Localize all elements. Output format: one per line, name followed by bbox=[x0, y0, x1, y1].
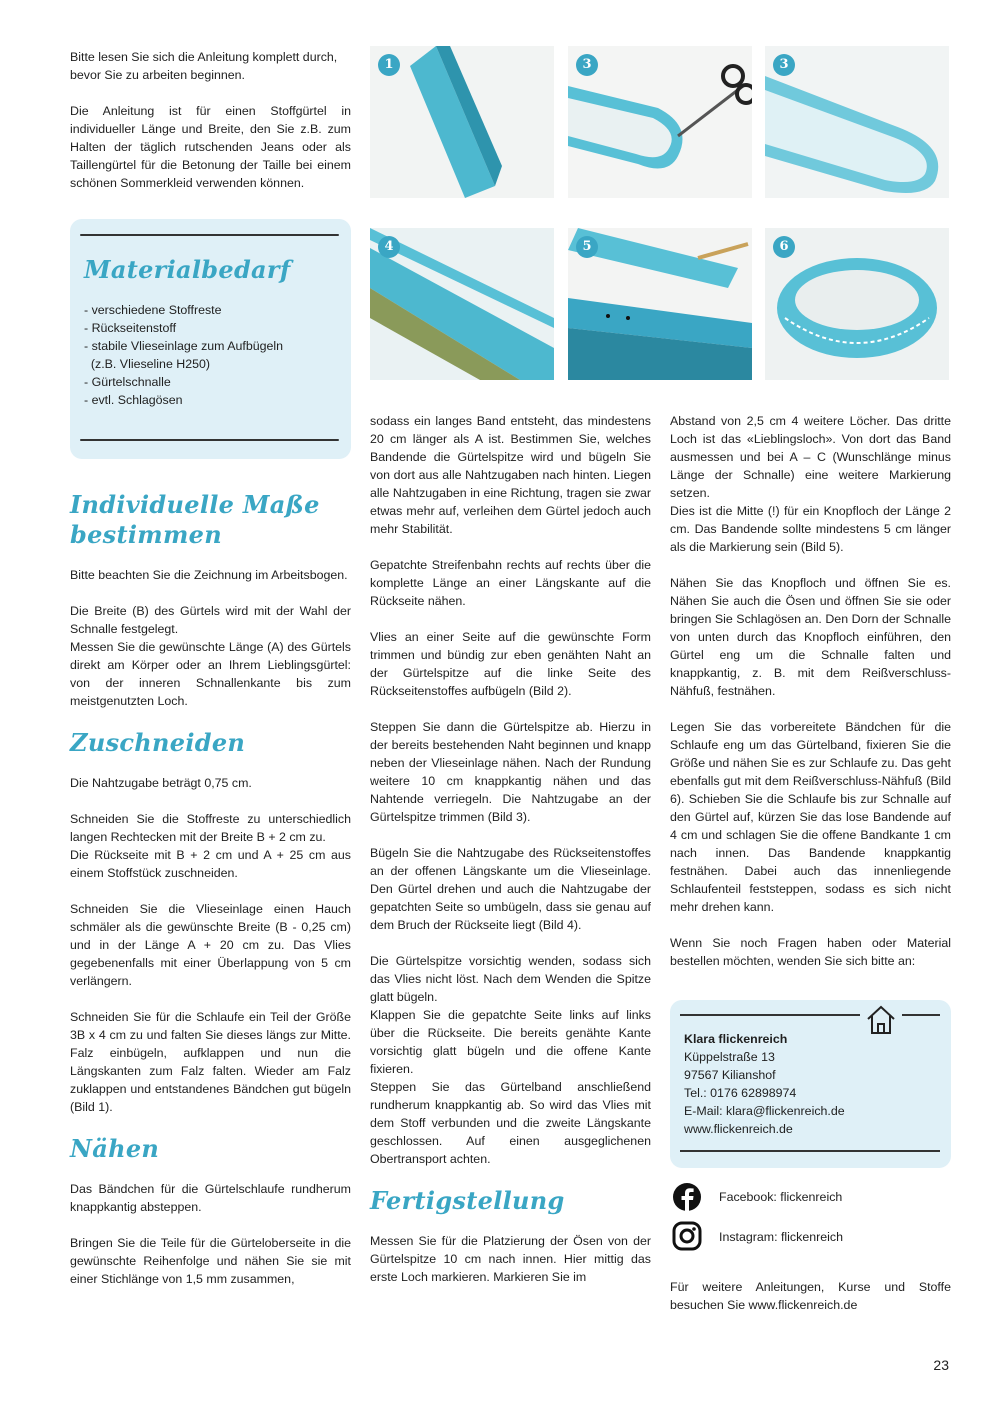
material-item: - Rückseitenstoff bbox=[84, 321, 177, 335]
col3-paragraph-4: Legen Sie das vorbereitete Bändchen für die Schlaufe eng um das Gürtelband, fixieren Sie die Größe und nähen Sie es zur Schlaufe zu. Das geht ebenfalls gut mit dem Reißverschluss-Nähfuß (Bild 6). Schieben Sie die Schlaufe bis zur Schnalle auf den Gürtel auf, kürzen Sie das lose Bandende auf 4 cm und schlagen Sie die offene Bandkante 1 cm nach innen. Das Bandende knappkantig festnähen. Dabei auch das innenliegende Schlaufenteil feststeppen, sodass es sich nicht mehr drehen kann. bbox=[670, 720, 951, 914]
column-1 bbox=[70, 490, 351, 1306]
contact-divider-top bbox=[680, 1014, 860, 1016]
footer-text-block bbox=[670, 1278, 951, 1332]
material-item: (z.B. Vlieseline H250) bbox=[84, 357, 211, 371]
page-number: 23 bbox=[933, 1357, 949, 1373]
col2-paragraph-1: sodass ein langes Band entsteht, das mindestens 20 cm länger als A ist. Bestimmen Sie, welches Bandende die Gürtelspitze wird und bügeln Sie von dort aus alle Nahtzugaben nach hinten. Liegen alle Nahtzugaben in eine Richtung, tragen sie zwar etwas mehr auf, verleihen dem Gürtel jedoch auch mehr Stabilität. bbox=[370, 414, 651, 536]
material-item: - stabile Vlieseinlage zum Aufbügeln bbox=[84, 339, 284, 353]
col2-paragraph-5: Bügeln Sie die Nahtzugabe des Rückseitenstoffes an der offenen Längskante um die Vlieseinlage. Den Gürtel drehen und auch die Nahtzugabe der gepatchten Seite so umbügeln, dass sie genau auf dem Bruch der Rückseite liegt (Bild 4). bbox=[370, 846, 651, 932]
photo-number: 3 bbox=[576, 54, 598, 76]
photo-3b bbox=[765, 46, 949, 198]
photo-1 bbox=[370, 46, 554, 198]
photo-5 bbox=[568, 228, 752, 380]
col3-paragraph-3: Nähen Sie das Knopfloch und öffnen Sie es. Nähen Sie auch die Ösen und öffnen Sie sie oder bringen Sie Schlagösen an. Den Dorn der Schnalle von unten durch das Knopfloch einführen, den Gürtel eng um die Schnalle falten und knappkantig, z. B. mit dem Reißverschluss-Nähfuß, festnähen. bbox=[670, 576, 951, 698]
contact-city: 97567 Kilianshof bbox=[684, 1068, 776, 1082]
zuschneiden-paragraph-1: Die Nahtzugabe beträgt 0,75 cm. bbox=[70, 776, 252, 790]
material-list bbox=[84, 301, 283, 409]
zuschneiden-paragraph-2: Schneiden Sie die Stoffreste zu unterschiedlich langen Rechtecken mit der Breite B + 2 cm zu. bbox=[70, 812, 351, 844]
zuschneiden-paragraph-4: Schneiden Sie die Vlieseinlage einen Hauch schmäler als die gewünschte Breite (B - 0,25 cm) und in der Länge A + 20 cm zu. Das Vlies gegebenenfalls mit einer Überlappung von 5 cm verlängern. bbox=[70, 902, 351, 988]
material-item: - evtl. Schlagösen bbox=[84, 393, 183, 407]
material-item: - Gürtelschnalle bbox=[84, 375, 171, 389]
contact-website: www.flickenreich.de bbox=[684, 1122, 793, 1136]
column-3 bbox=[670, 412, 951, 988]
section-title-zuschneiden: Zuschneiden bbox=[70, 728, 246, 757]
facebook-label: Facebook: flickenreich bbox=[719, 1190, 843, 1204]
box-divider-top bbox=[80, 234, 339, 236]
section-title-masse: Individuelle Maße bestimmen bbox=[70, 490, 320, 549]
intro-paragraph-2: Die Anleitung ist für einen Stoffgürtel in individueller Länge und Breite, den Sie z.B. zum Halten der täglich rutschenden Jeans oder als Taillengürtel für die Betonung der Taille bei einem schönen Sommerkleid verwenden können. bbox=[70, 104, 351, 190]
contact-phone: Tel.: 0176 62898974 bbox=[684, 1086, 797, 1100]
section-title-fertigstellung: Fertigstellung bbox=[370, 1186, 565, 1215]
contact-email: E-Mail: klara@flickenreich.de bbox=[684, 1104, 845, 1118]
house-icon bbox=[864, 1002, 898, 1036]
instagram-label: Instagram: flickenreich bbox=[719, 1230, 843, 1244]
contact-divider-bottom bbox=[680, 1150, 940, 1152]
zuschneiden-paragraph-3: Die Rückseite mit B + 2 cm und A + 25 cm aus einem Stoffstück zuschneiden. bbox=[70, 848, 351, 880]
naehen-paragraph-1: Das Bändchen für die Gürtelschlaufe rundherum knappkantig absteppen. bbox=[70, 1182, 351, 1214]
section-title-naehen: Nähen bbox=[70, 1134, 160, 1163]
material-box bbox=[70, 219, 351, 459]
masse-paragraph-3: Messen Sie die gewünschte Länge (A) des Gürtels direkt am Körper oder an Ihrem Lieblingsgürtel: von der inneren Schnallenkante bis zum meistgenutzten Loch. bbox=[70, 640, 351, 708]
masse-paragraph-1: Bitte beachten Sie die Zeichnung im Arbeitsbogen. bbox=[70, 568, 348, 582]
column-2 bbox=[370, 412, 651, 1304]
contact-box bbox=[670, 1000, 951, 1168]
col3-paragraph-5: Wenn Sie noch Fragen haben oder Material bestellen möchten, wenden Sie sich bitte an: bbox=[670, 936, 951, 968]
photo-number: 6 bbox=[773, 236, 795, 258]
col2-paragraph-3: Vlies an einer Seite auf die gewünschte Form trimmen und bündig zur eben genähten Naht an der Gürtelspitze auf die linke Seite des Rückseitenstoffes aufbügeln (Bild 2). bbox=[370, 630, 651, 698]
naehen-paragraph-2: Bringen Sie die Teile für die Gürteloberseite in die gewünschte Reihenfolge und nähen Sie sie mit einer Stichlänge von 1,5 mm zusammen, bbox=[70, 1236, 351, 1286]
facebook-icon bbox=[672, 1182, 702, 1212]
fertig-paragraph-1: Messen Sie für die Platzierung der Ösen von der Gürtelspitze 10 cm nach innen. Hier mittig das erste Loch markieren. Markieren Sie im bbox=[370, 1234, 651, 1284]
intro-paragraph-1: Bitte lesen Sie sich die Anleitung komplett durch, bevor Sie zu arbeiten beginnen. bbox=[70, 50, 338, 82]
contact-address bbox=[684, 1030, 845, 1138]
col2-paragraph-8: Steppen Sie das Gürtelband anschließend rundherum knappkantig ab. So wird das Vlies mit dem Stoff verbunden und die zweite Längskante geschlossen. Auf einen ausgeglichenen Obertransport achten. bbox=[370, 1080, 651, 1166]
material-item: - verschiedene Stoffreste bbox=[84, 303, 222, 317]
zuschneiden-paragraph-5: Schneiden Sie für die Schlaufe ein Teil der Größe 3B x 4 cm zu und falten Sie dieses längs zur Mitte. Falz einbügeln, aufklappen und nun die Längskanten zum Falz falten. Wieder am Falz zuklappen und entstandenes Bändchen gut bügeln (Bild 1). bbox=[70, 1010, 351, 1114]
photo-4 bbox=[370, 228, 554, 380]
photo-number: 4 bbox=[378, 236, 400, 258]
col3-paragraph-2: Dies ist die Mitte (!) für ein Knopfloch der Länge 2 cm. Das Bandende sollte mindestens 5 cm länger als die Markierung sein (Bild 5). bbox=[670, 504, 951, 554]
photo-number: 3 bbox=[773, 54, 795, 76]
box-divider-bottom bbox=[80, 439, 339, 441]
contact-divider-top-right bbox=[902, 1014, 940, 1016]
material-title: Materialbedarf bbox=[84, 255, 291, 284]
col2-paragraph-6: Die Gürtelspitze vorsichtig wenden, sodass sich das Vlies nicht löst. Nach dem Wenden die Spitze glatt bügeln. bbox=[370, 954, 651, 1004]
col2-paragraph-7: Klappen Sie die gepatchte Seite links auf links über die Rückseite. Die bereits genähte Kante vorsichtig glatt bügeln und die offene Kante fixieren. bbox=[370, 1008, 651, 1076]
photo-number: 5 bbox=[576, 236, 598, 258]
photo-6 bbox=[765, 228, 949, 380]
intro-text bbox=[70, 48, 351, 210]
col2-paragraph-4: Steppen Sie dann die Gürtelspitze ab. Hierzu in der bereits bestehenden Naht beginnen und knapp neben der Vlieseinlage nähen. Nach der Rundung weitere 10 cm knappkantig nähen und das Nahtende verriegeln. Die Nahtzugabe an der Gürtelspitze trimmen (Bild 3). bbox=[370, 720, 651, 824]
contact-name: Klara flickenreich bbox=[684, 1032, 788, 1046]
col3-paragraph-1: Abstand von 2,5 cm 4 weitere Löcher. Das dritte Loch ist das «Lieblingsloch». Von dort das Band ausmessen und bei A – C (Wunschlänge minus Länge der Schnalle) eine weitere Markierung setzen. bbox=[670, 414, 951, 500]
contact-street: Küppelstraße 13 bbox=[684, 1050, 775, 1064]
masse-paragraph-2: Die Breite (B) des Gürtels wird mit der Wahl der Schnalle festgelegt. bbox=[70, 604, 351, 636]
photo-number: 1 bbox=[378, 54, 400, 76]
photo-3a bbox=[568, 46, 752, 198]
col2-paragraph-2: Gepatchte Streifenbahn rechts auf rechts über die komplette Länge an einer Längskante auf die Rückseite nähen. bbox=[370, 558, 651, 608]
instagram-icon bbox=[672, 1221, 702, 1251]
footer-text: Für weitere Anleitungen, Kurse und Stoffe besuchen Sie www.flickenreich.de bbox=[670, 1280, 951, 1312]
